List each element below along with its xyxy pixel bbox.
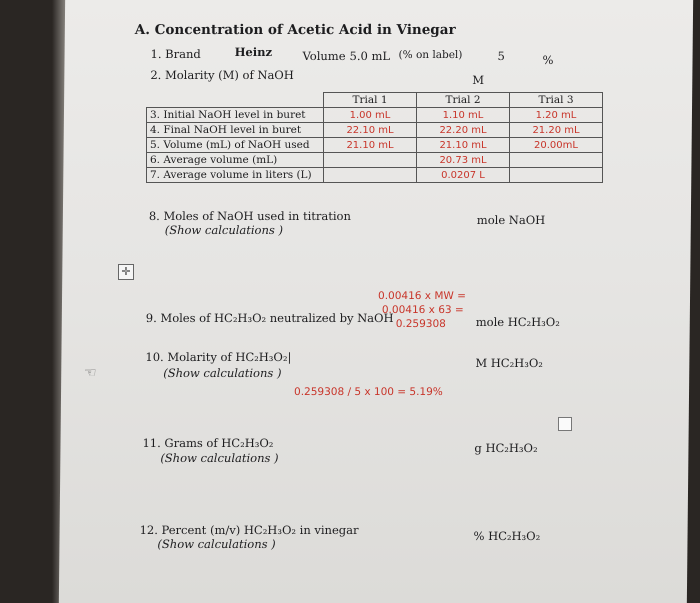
- q10-unit: M HC₂H₃O₂: [475, 356, 543, 370]
- cell-value: 1.10 mL: [417, 108, 510, 123]
- cell-value: 21.20 mL: [510, 123, 603, 138]
- row-label: 4. Final NaOH level in buret: [147, 123, 324, 138]
- table-corner: [147, 93, 324, 108]
- volume-value: 5.0 mL: [349, 49, 391, 63]
- q8-sub: (Show calculations ): [164, 223, 284, 237]
- row-label: 5. Volume (mL) of NaOH used: [147, 138, 324, 153]
- header-trial-3: Trial 3: [510, 93, 603, 108]
- header-trial-1: Trial 1: [324, 93, 417, 108]
- table-row: [147, 138, 603, 153]
- on-label-note: (% on label): [398, 49, 463, 61]
- cell-value: [510, 168, 603, 183]
- percent-unit: %: [542, 53, 554, 67]
- percent-value: 5: [497, 49, 505, 63]
- titration-table: [146, 92, 603, 183]
- table-row: [147, 108, 603, 123]
- q11-label: 11. Grams of HC₂H₃O₂: [142, 436, 274, 450]
- q9-label: 9. Moles of HC₂H₃O₂ neutralized by NaOH: [145, 311, 394, 325]
- cell-value: 20.00mL: [510, 138, 603, 153]
- q10-calc: 0.259308 / 5 x 100 = 5.19%: [293, 386, 443, 398]
- molarity-unit: M: [472, 73, 485, 87]
- row-label: 6. Average volume (mL): [147, 153, 324, 168]
- q9-calc-line2: 0.00416 x 63 =: [381, 304, 464, 316]
- row-label: 3. Initial NaOH level in buret: [147, 108, 324, 123]
- q10-label: 10. Molarity of HC₂H₃O₂|: [145, 350, 292, 364]
- q9-calc-line3: 0.259308: [395, 318, 446, 330]
- q12-sub: (Show calculations ): [157, 537, 276, 551]
- worksheet-page: [59, 0, 693, 603]
- cell-value: 21.10 mL: [417, 138, 510, 153]
- brand-value: Heinz: [234, 45, 273, 59]
- volume-label: Volume: [302, 49, 346, 63]
- q8-label: 8. Moles of NaOH used in titration: [148, 209, 351, 223]
- cell-value: 1.20 mL: [510, 108, 603, 123]
- section-heading: A. Concentration of Acetic Acid in Vinegar: [134, 22, 456, 38]
- q12-unit: % HC₂H₃O₂: [473, 529, 541, 543]
- pointer-hand-icon: ☜: [84, 365, 97, 381]
- header-trial-2: Trial 2: [417, 93, 510, 108]
- q10-sub: (Show calculations ): [163, 366, 282, 380]
- move-handle-icon[interactable]: ✛: [118, 264, 134, 280]
- q2-label: 2. Molarity (M) of NaOH: [150, 68, 294, 82]
- q11-unit: g HC₂H₃O₂: [474, 441, 538, 455]
- table-row: [147, 168, 603, 183]
- cell-value: 1.00 mL: [324, 108, 417, 123]
- q1-label: 1. Brand: [150, 47, 201, 61]
- q9-calc-line1: 0.00416 x MW =: [377, 290, 467, 302]
- q12-label: 12. Percent (m/v) HC₂H₃O₂ in vinegar: [139, 523, 359, 537]
- cell-value: [324, 168, 417, 183]
- cell-value: 21.10 mL: [324, 138, 417, 153]
- table-header-row: [147, 93, 603, 108]
- q9-unit: mole HC₂H₃O₂: [475, 315, 560, 329]
- table-row: [147, 123, 603, 138]
- cell-value: 22.10 mL: [324, 123, 417, 138]
- cell-value: 0.0207 L: [417, 168, 510, 183]
- q11-sub: (Show calculations ): [160, 451, 279, 465]
- row-label: 7. Average volume in liters (L): [147, 168, 324, 183]
- cell-value: [510, 153, 603, 168]
- q8-unit: mole NaOH: [476, 213, 546, 227]
- cell-value: 20.73 mL: [417, 153, 510, 168]
- cell-value: [324, 153, 417, 168]
- cell-value: 22.20 mL: [417, 123, 510, 138]
- table-row: [147, 153, 603, 168]
- checkbox-icon[interactable]: [558, 417, 572, 431]
